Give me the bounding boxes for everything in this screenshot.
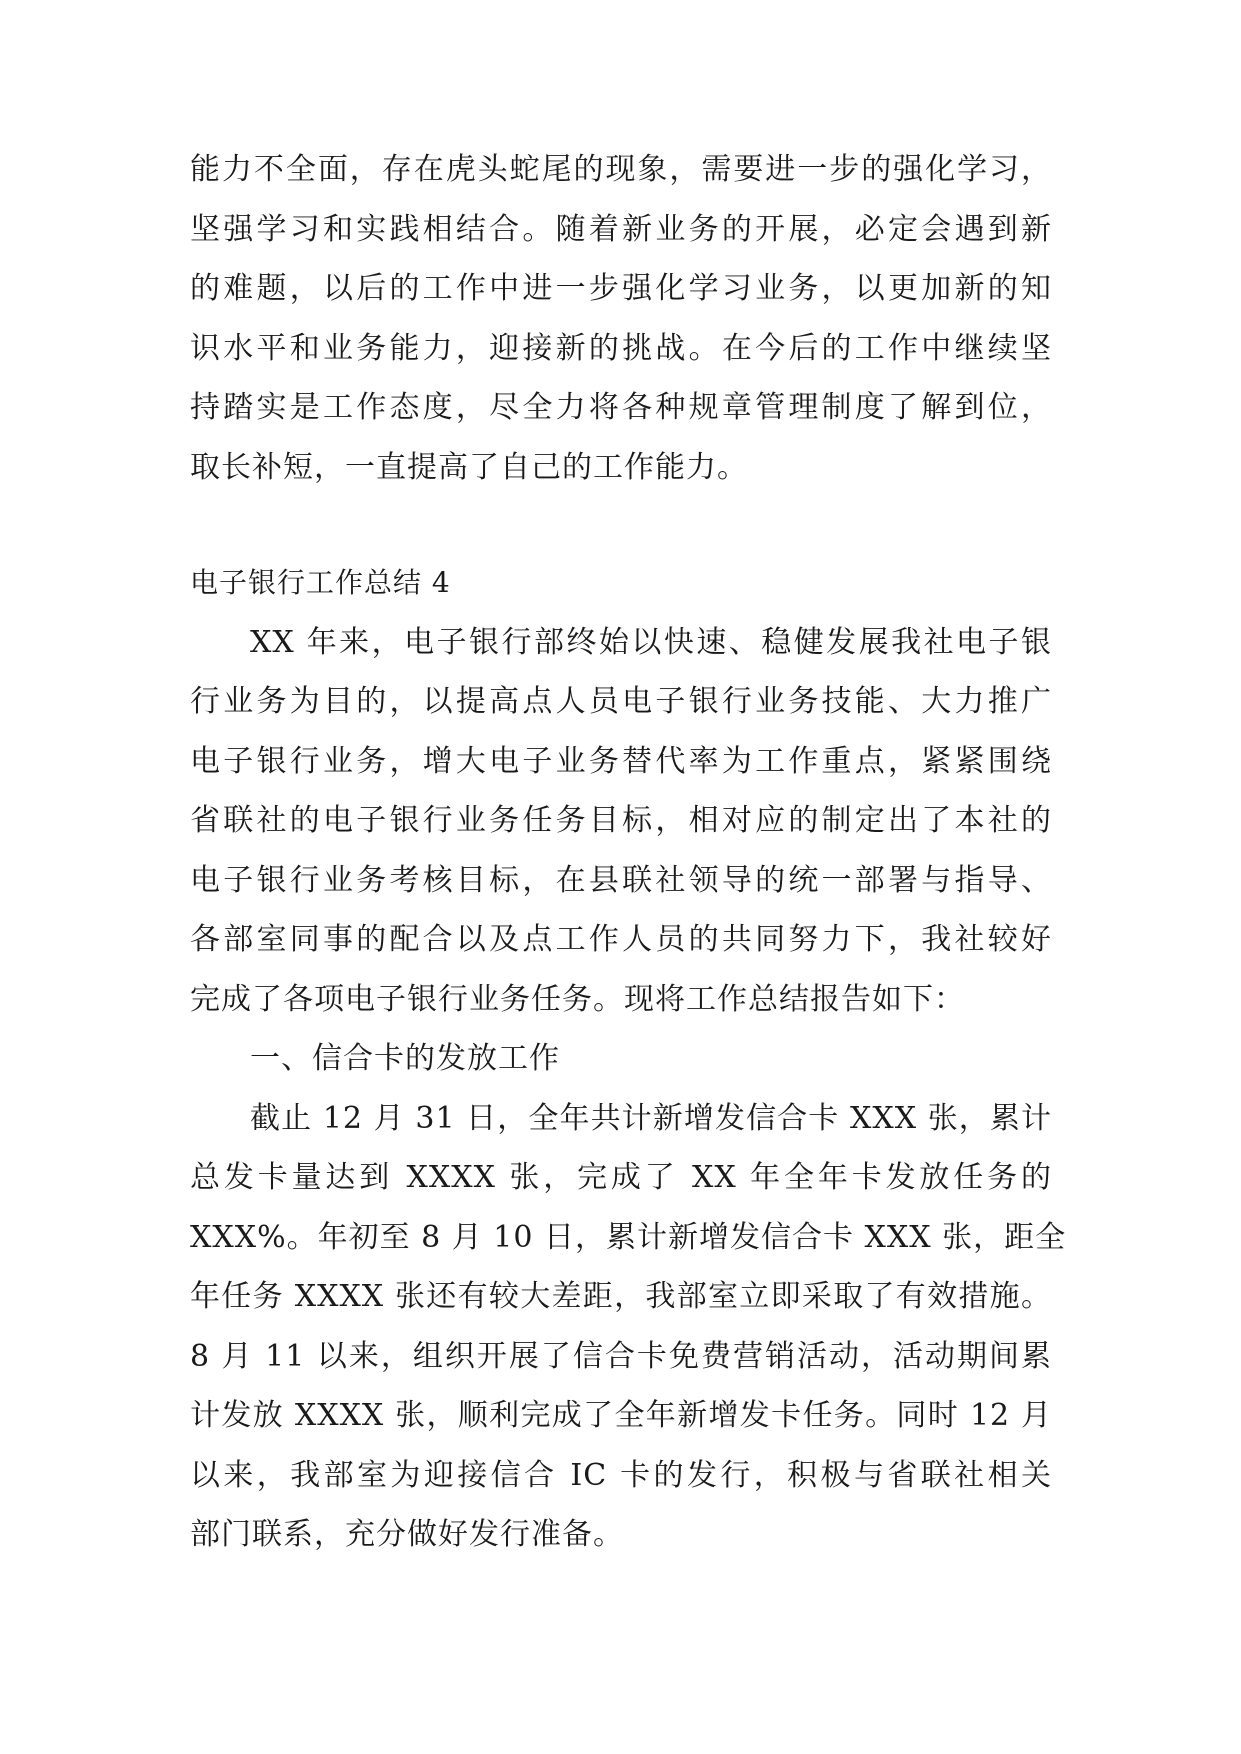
- card-issuance-paragraph: [190, 1089, 1067, 1565]
- text-line: 电子银行业务考核目标，在县联社领导的统一部署与指导、: [190, 862, 1052, 898]
- text-line: XXX%。年初至 8 月 10 日，累计新增发信合卡 XXX 张，距全: [190, 1219, 1067, 1255]
- intro-paragraph: [190, 140, 1052, 497]
- text-line: 年任务 XXXX 张还有较大差距，我部室立即采取了有效措施。: [190, 1279, 1052, 1314]
- text-line: 部门联系，充分做好发行准备。: [190, 1517, 624, 1552]
- text-line: 能力不全面，存在虎头蛇尾的现象，需要进一步的强化学习，: [190, 152, 1052, 187]
- document-page: [190, 140, 1067, 1565]
- text-line: 坚强学习和实践相结合。随着新业务的开展，必定会遇到新: [190, 211, 1052, 247]
- text-line: 识水平和业务能力，迎接新的挑战。在今后的工作中继续坚: [190, 330, 1052, 366]
- text-line: XX 年来，电子银行部终始以快速、稳健发展我社电子银: [250, 624, 1052, 660]
- text-line: 持踏实是工作态度，尽全力将各种规章管理制度了解到位，: [190, 390, 1052, 425]
- text-line: 以来，我部室为迎接信合 IC 卡的发行，积极与省联社相关: [190, 1457, 1052, 1493]
- text-line: 一、信合卡的发放工作: [250, 1041, 560, 1076]
- text-line: 完成了各项电子银行业务任务。现将工作总结报告如下：: [190, 981, 965, 1017]
- text-line: 各部室同事的配合以及点工作人员的共同努力下，我社较好: [190, 922, 1052, 957]
- text-line: 取长补短，一直提高了自己的工作能力。: [190, 449, 748, 485]
- summary-paragraph: [190, 613, 1052, 1030]
- text-line: 截止 12 月 31 日，全年共计新增发信合卡 XXX 张，累计: [250, 1100, 1052, 1136]
- section-title: 电子银行工作总结 4: [190, 566, 451, 599]
- subsection-title: [190, 1029, 1052, 1089]
- text-line: 电子银行业务，增大电子业务替代率为工作重点，紧紧围绕: [190, 743, 1052, 779]
- text-line: 8 月 11 以来，组织开展了信合卡免费营销活动，活动期间累: [190, 1338, 1052, 1374]
- text-line: 的难题，以后的工作中进一步强化学习业务，以更加新的知: [190, 271, 1052, 306]
- text-line: 省联社的电子银行业务任务目标，相对应的制定出了本社的: [190, 803, 1052, 838]
- text-line: 行业务为目的，以提高点人员电子银行业务技能、大力推广: [190, 684, 1052, 719]
- text-line: 计发放 XXXX 张，顺利完成了全年新增发卡任务。同时 12 月: [190, 1398, 1052, 1433]
- text-line: 总发卡量达到 XXXX 张，完成了 XX 年全年卡发放任务的: [190, 1160, 1052, 1195]
